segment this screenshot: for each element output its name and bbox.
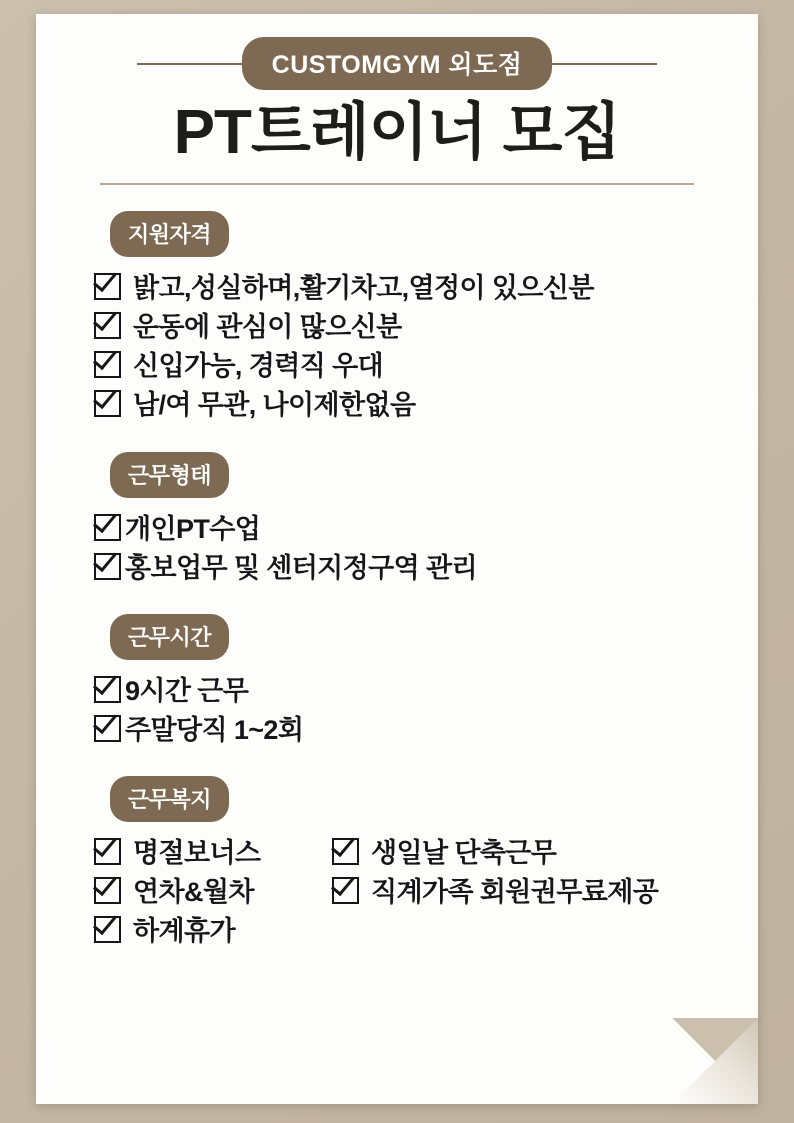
list-item-label: 신입가능, 경력직 우대: [133, 351, 384, 382]
checkbox-checked-icon: [94, 312, 121, 339]
list-item-label: 연차&월차: [133, 877, 254, 908]
qualification-list: [36, 257, 758, 426]
list-item: [94, 510, 758, 549]
checkbox-checked-icon: [94, 514, 121, 541]
poster-header: [36, 14, 758, 185]
list-item: [94, 912, 332, 951]
section-work-type: [36, 452, 758, 588]
list-item-label: 하계휴가: [133, 916, 235, 947]
list-item: [94, 711, 758, 750]
checkbox-checked-icon: [94, 273, 121, 300]
list-item: [94, 386, 758, 425]
header-divider: [100, 183, 694, 185]
checkbox-checked-icon: [94, 553, 121, 580]
checkbox-checked-icon: [332, 877, 359, 904]
section-qualifications: [36, 211, 758, 426]
list-item-label: 주말당직 1~2회: [125, 714, 304, 745]
checkbox-checked-icon: [94, 390, 121, 417]
list-item: [332, 873, 752, 912]
poster-card: [36, 14, 758, 1104]
work-type-list: [36, 498, 758, 588]
section-title-work-type: 근무형태: [110, 452, 229, 498]
list-item: [94, 347, 758, 386]
list-item-label: 남/여 무관, 나이제한없음: [133, 390, 416, 421]
checkbox-checked-icon: [94, 877, 121, 904]
list-item: [94, 834, 332, 873]
section-spacer: [36, 758, 758, 776]
section-label-wrap: [36, 776, 758, 822]
list-item: [94, 269, 758, 308]
list-item-label: 생일날 단축근무: [371, 838, 557, 869]
list-item: [332, 834, 752, 873]
checkbox-checked-icon: [94, 351, 121, 378]
section-title-work-hours: 근무시간: [110, 614, 229, 660]
gym-branch-badge: CUSTOMGYM 외도점: [242, 37, 553, 90]
section-spacer: [36, 596, 758, 614]
list-item-label: 명절보너스: [133, 838, 261, 869]
list-item: [94, 672, 758, 711]
section-spacer: [36, 434, 758, 452]
work-hours-list: [36, 660, 758, 750]
poster-content: [36, 185, 758, 952]
list-item: [94, 308, 758, 347]
section-title-benefits: 근무복지: [110, 776, 229, 822]
page-title: PT트레이너 모집: [173, 98, 621, 167]
list-item-label: 홍보업무 및 센터지정구역 관리: [125, 552, 477, 583]
section-title-qualifications: 지원자격: [110, 211, 229, 257]
section-work-hours: [36, 614, 758, 750]
benefits-column-left: [94, 834, 332, 951]
badge-row: [36, 40, 758, 86]
section-label-wrap: [36, 452, 758, 498]
benefits-column-right: [332, 834, 752, 951]
checkbox-checked-icon: [94, 916, 121, 943]
list-item: [94, 549, 758, 588]
benefits-columns: [36, 822, 758, 951]
list-item-label: 직계가족 회원권무료제공: [371, 877, 659, 908]
checkbox-checked-icon: [94, 676, 121, 703]
checkbox-checked-icon: [332, 838, 359, 865]
list-item-label: 개인PT수업: [125, 513, 261, 544]
list-item-label: 밝고,성실하며,활기차고,열정이 있으신분: [133, 272, 594, 303]
list-item-label: 운동에 관심이 많으신분: [133, 312, 402, 343]
section-label-wrap: [36, 614, 758, 660]
checkbox-checked-icon: [94, 715, 121, 742]
list-item: [94, 873, 332, 912]
section-benefits: [36, 776, 758, 951]
checkbox-checked-icon: [94, 838, 121, 865]
section-label-wrap: [36, 211, 758, 257]
list-item-label: 9시간 근무: [125, 675, 249, 706]
